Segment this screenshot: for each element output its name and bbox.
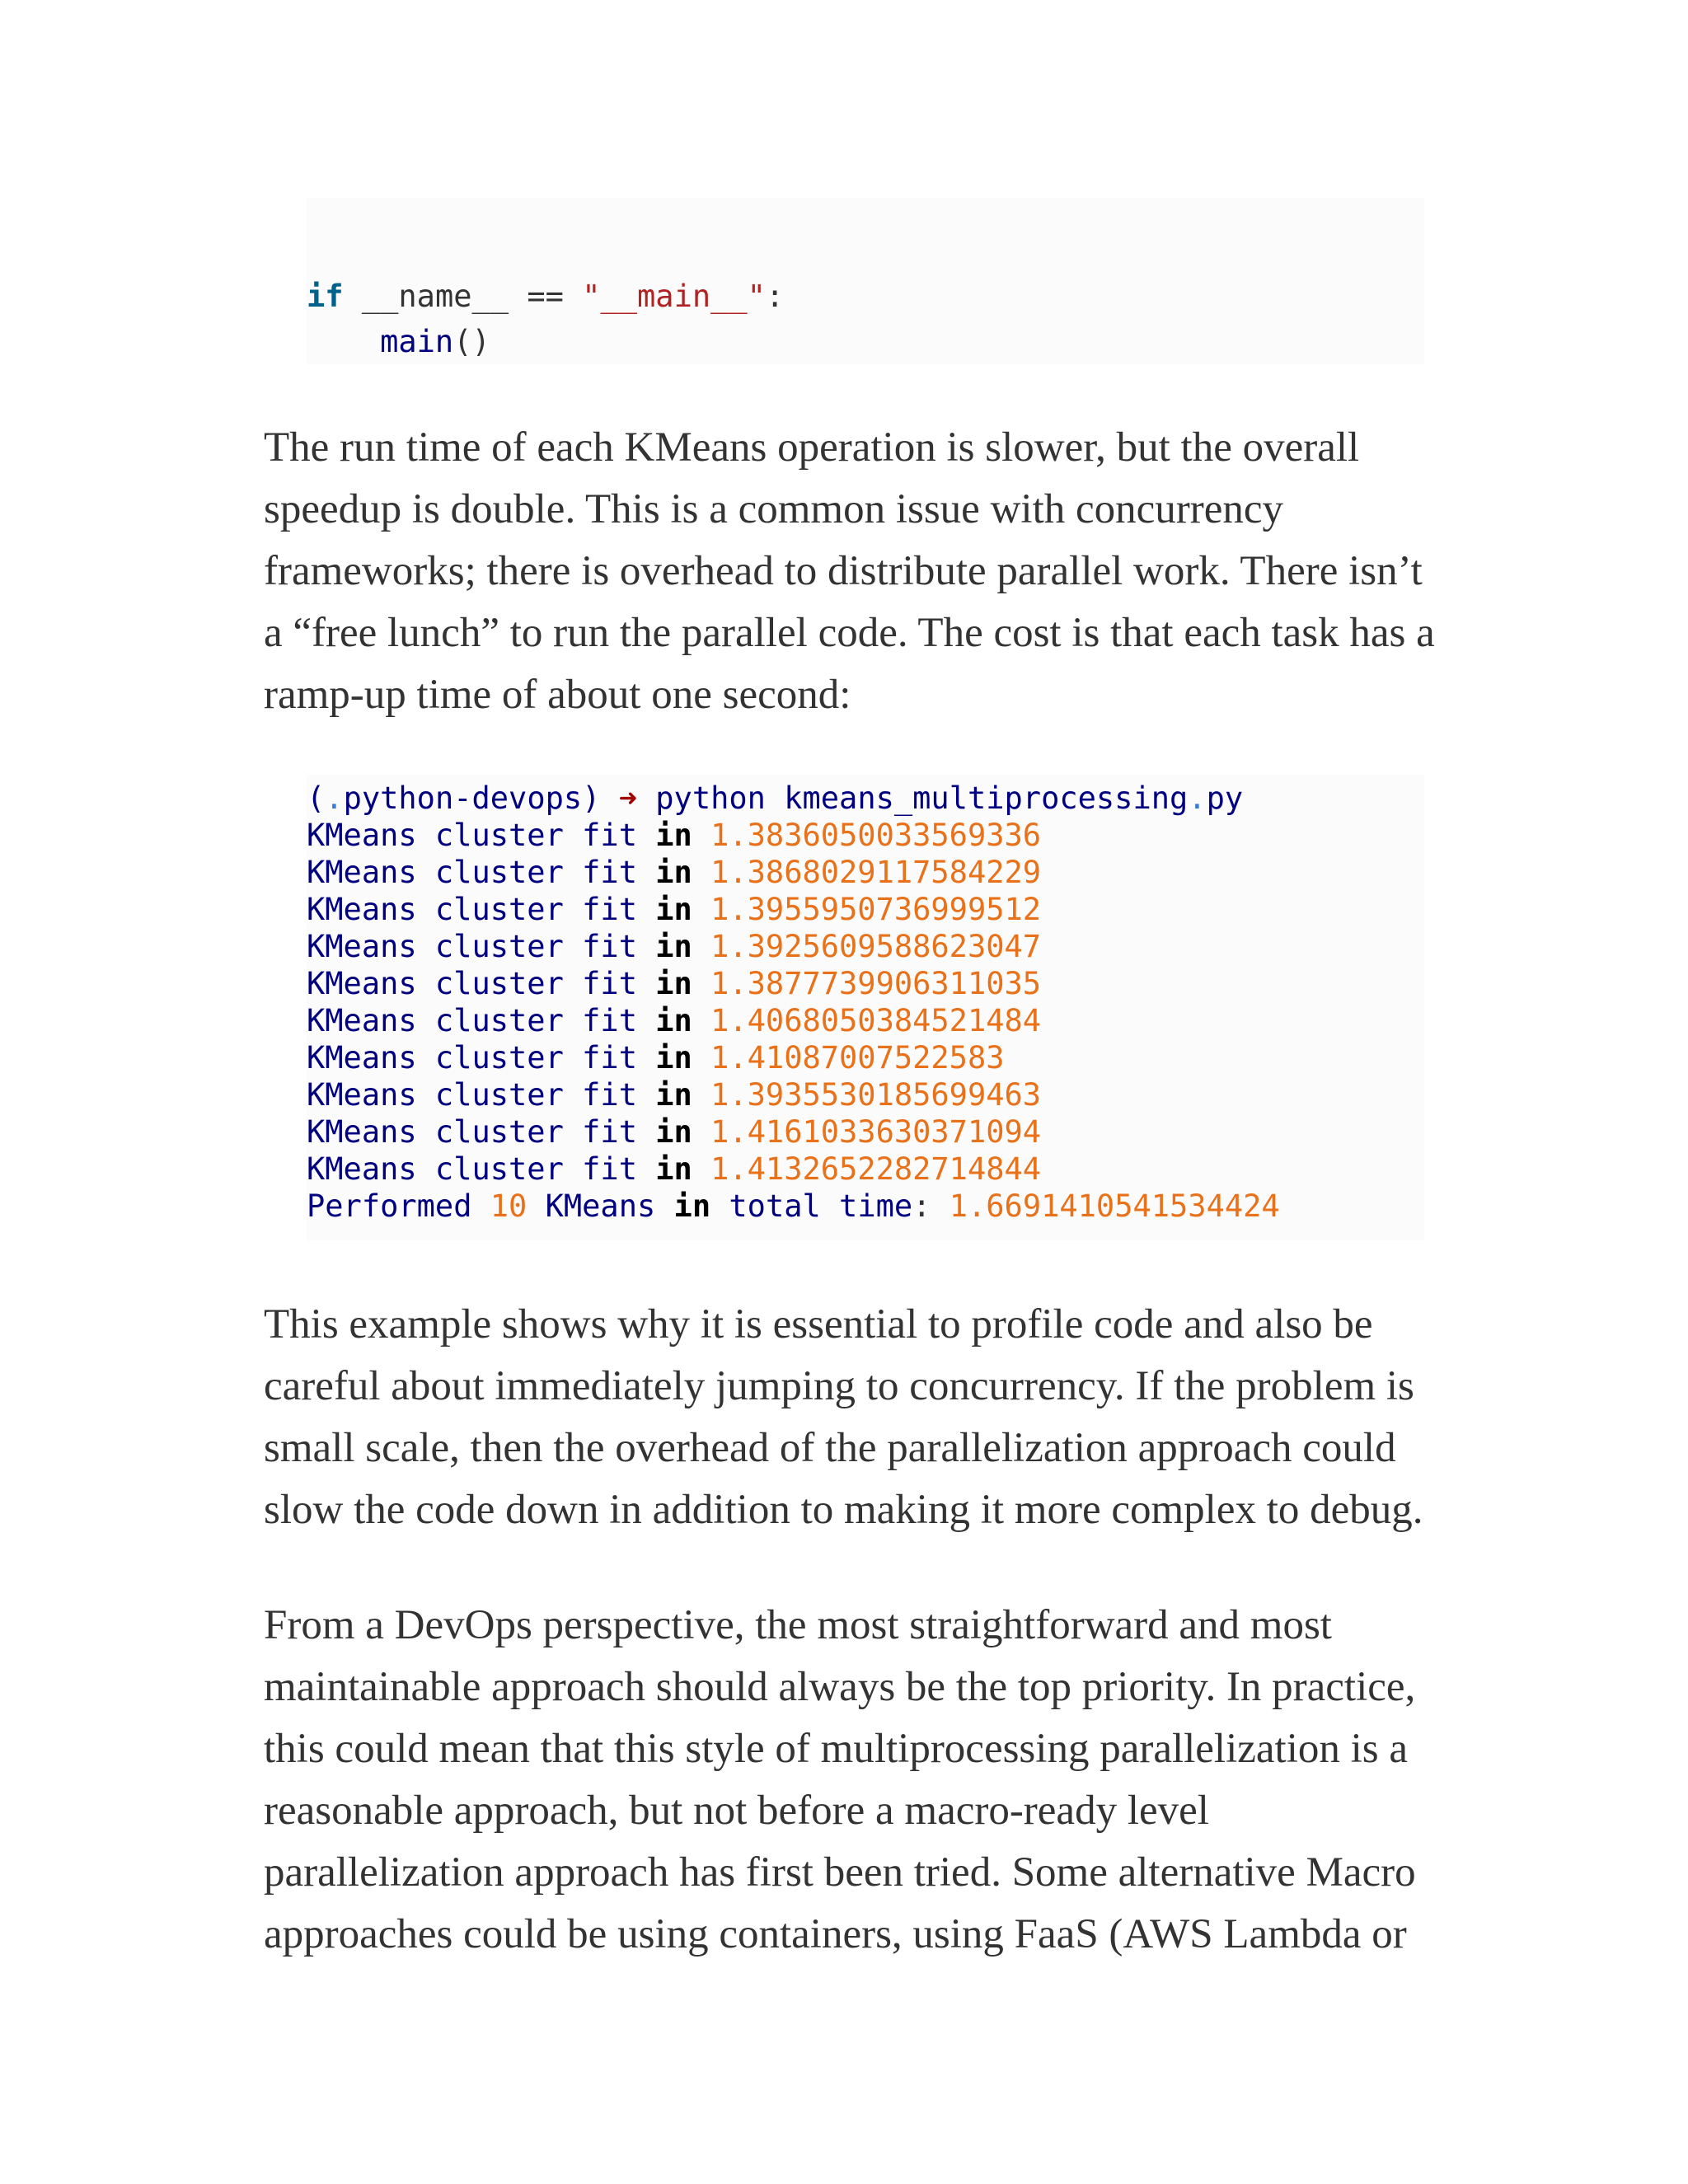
result-prefix: KMeans cluster fit [307,818,637,853]
result-prefix: KMeans cluster fit [307,1040,637,1076]
code-operator-eq: == [527,279,564,314]
code-parens: () [453,324,490,359]
code-line-main-call [307,319,1424,364]
result-in-keyword: in [655,1077,692,1113]
summary-performed: Performed [307,1188,472,1224]
prompt-virtualenv-name: python-devops [343,780,583,816]
result-time-value: 1.3955950736999512 [710,892,1042,927]
result-prefix: KMeans cluster fit [307,1077,637,1113]
result-in-keyword: in [655,892,692,927]
prompt-close-paren: ) [582,780,601,816]
terminal-result-line [307,1151,1424,1188]
result-prefix: KMeans cluster fit [307,929,637,964]
summary-kmeans: KMeans [545,1188,656,1224]
result-in-keyword: in [655,1040,692,1076]
paragraph-line: approaches could be using containers, using FaaS (AWS Lambda or [264,1911,1407,1957]
prompt-extension: py [1206,780,1244,816]
result-time-value: 1.3868029117584229 [710,855,1042,890]
paragraph-runtime-explanation [264,417,1434,726]
terminal-prompt-line [307,780,1424,817]
code-function-main: main [380,324,454,359]
terminal-result-line [307,817,1424,854]
terminal-result-line [307,1002,1424,1039]
paragraph-line: this could mean that this style of multiprocessing parallelization is a [264,1726,1409,1772]
paragraph-line: small scale, then the overhead of the parallelization approach could [264,1425,1396,1471]
result-in-keyword: in [655,1003,692,1038]
result-time-value: 1.4161033630371094 [710,1114,1042,1150]
result-in-keyword: in [655,966,692,1001]
result-time-value: 1.3925609588623047 [710,929,1042,964]
paragraph-line: maintainable approach should always be the top priority. In practice, [264,1664,1416,1710]
result-time-value: 1.3935530185699463 [710,1077,1042,1113]
code-keyword-if: if [307,279,344,314]
terminal-result-line [307,1113,1424,1151]
paragraph-line: parallelization approach has first been tried. Some alternative Macro [264,1849,1416,1896]
prompt-dot: . [325,780,344,816]
code-colon: : [765,279,785,314]
code-line-if-main [307,274,1424,319]
code-block-main-guard [307,198,1424,364]
summary-in-keyword: in [673,1188,711,1224]
result-in-keyword: in [655,1151,692,1187]
paragraph-line: From a DevOps perspective, the most straightforward and most [264,1602,1332,1648]
paragraph-line: frameworks; there is overhead to distribute parallel work. There isn’t [264,548,1423,594]
prompt-command: python kmeans_multiprocessing [655,780,1189,816]
code-dunder-name: __name__ [361,279,509,314]
terminal-result-line [307,928,1424,965]
result-prefix: KMeans cluster fit [307,1003,637,1038]
terminal-result-line [307,965,1424,1002]
paragraph-line: reasonable approach, but not before a macro-ready level [264,1788,1209,1834]
paragraph-line: The run time of each KMeans operation is slower, but the overall [264,424,1360,471]
paragraph-line: careful about immediately jumping to concurrency. If the problem is [264,1363,1414,1409]
result-prefix: KMeans cluster fit [307,892,637,927]
result-in-keyword: in [655,818,692,853]
paragraph-line: slow the code down in addition to making it more complex to debug. [264,1487,1423,1533]
paragraph-line: speedup is double. This is a common issue with concurrency [264,486,1283,532]
code-string-main: "__main__" [582,279,766,314]
terminal-result-line [307,1039,1424,1076]
paragraph-profile-advice [264,1294,1434,1541]
result-in-keyword: in [655,929,692,964]
result-time-value: 1.41087007522583 [710,1040,1005,1076]
terminal-summary-line [307,1188,1424,1225]
prompt-open-paren: ( [307,780,326,816]
terminal-result-line [307,854,1424,891]
prompt-arrow-icon: ➜ [618,780,637,816]
code-block-terminal-output [307,775,1424,1240]
summary-colon: : [912,1188,931,1224]
summary-total-time-label: total time [729,1188,913,1224]
result-time-value: 1.3836050033569336 [710,818,1042,853]
terminal-result-line [307,891,1424,928]
terminal-results [307,817,1424,1188]
paragraph-line: ramp-up time of about one second: [264,672,851,718]
result-in-keyword: in [655,1114,692,1150]
result-time-value: 1.3877739906311035 [710,966,1042,1001]
result-prefix: KMeans cluster fit [307,855,637,890]
paragraph-line: a “free lunch” to run the parallel code. The cost is that each task has a [264,610,1435,656]
prompt-extension-dot: . [1188,780,1207,816]
paragraph-devops-perspective [264,1595,1434,1966]
result-time-value: 1.4132652282714844 [710,1151,1042,1187]
result-time-value: 1.4068050384521484 [710,1003,1042,1038]
result-prefix: KMeans cluster fit [307,1114,637,1150]
terminal-result-line [307,1076,1424,1113]
summary-total-time-value: 1.6691410541534424 [949,1188,1280,1224]
summary-count: 10 [490,1188,528,1224]
result-in-keyword: in [655,855,692,890]
code-indent [307,324,380,359]
result-prefix: KMeans cluster fit [307,1151,637,1187]
result-prefix: KMeans cluster fit [307,966,637,1001]
paragraph-line: This example shows why it is essential to profile code and also be [264,1301,1373,1347]
